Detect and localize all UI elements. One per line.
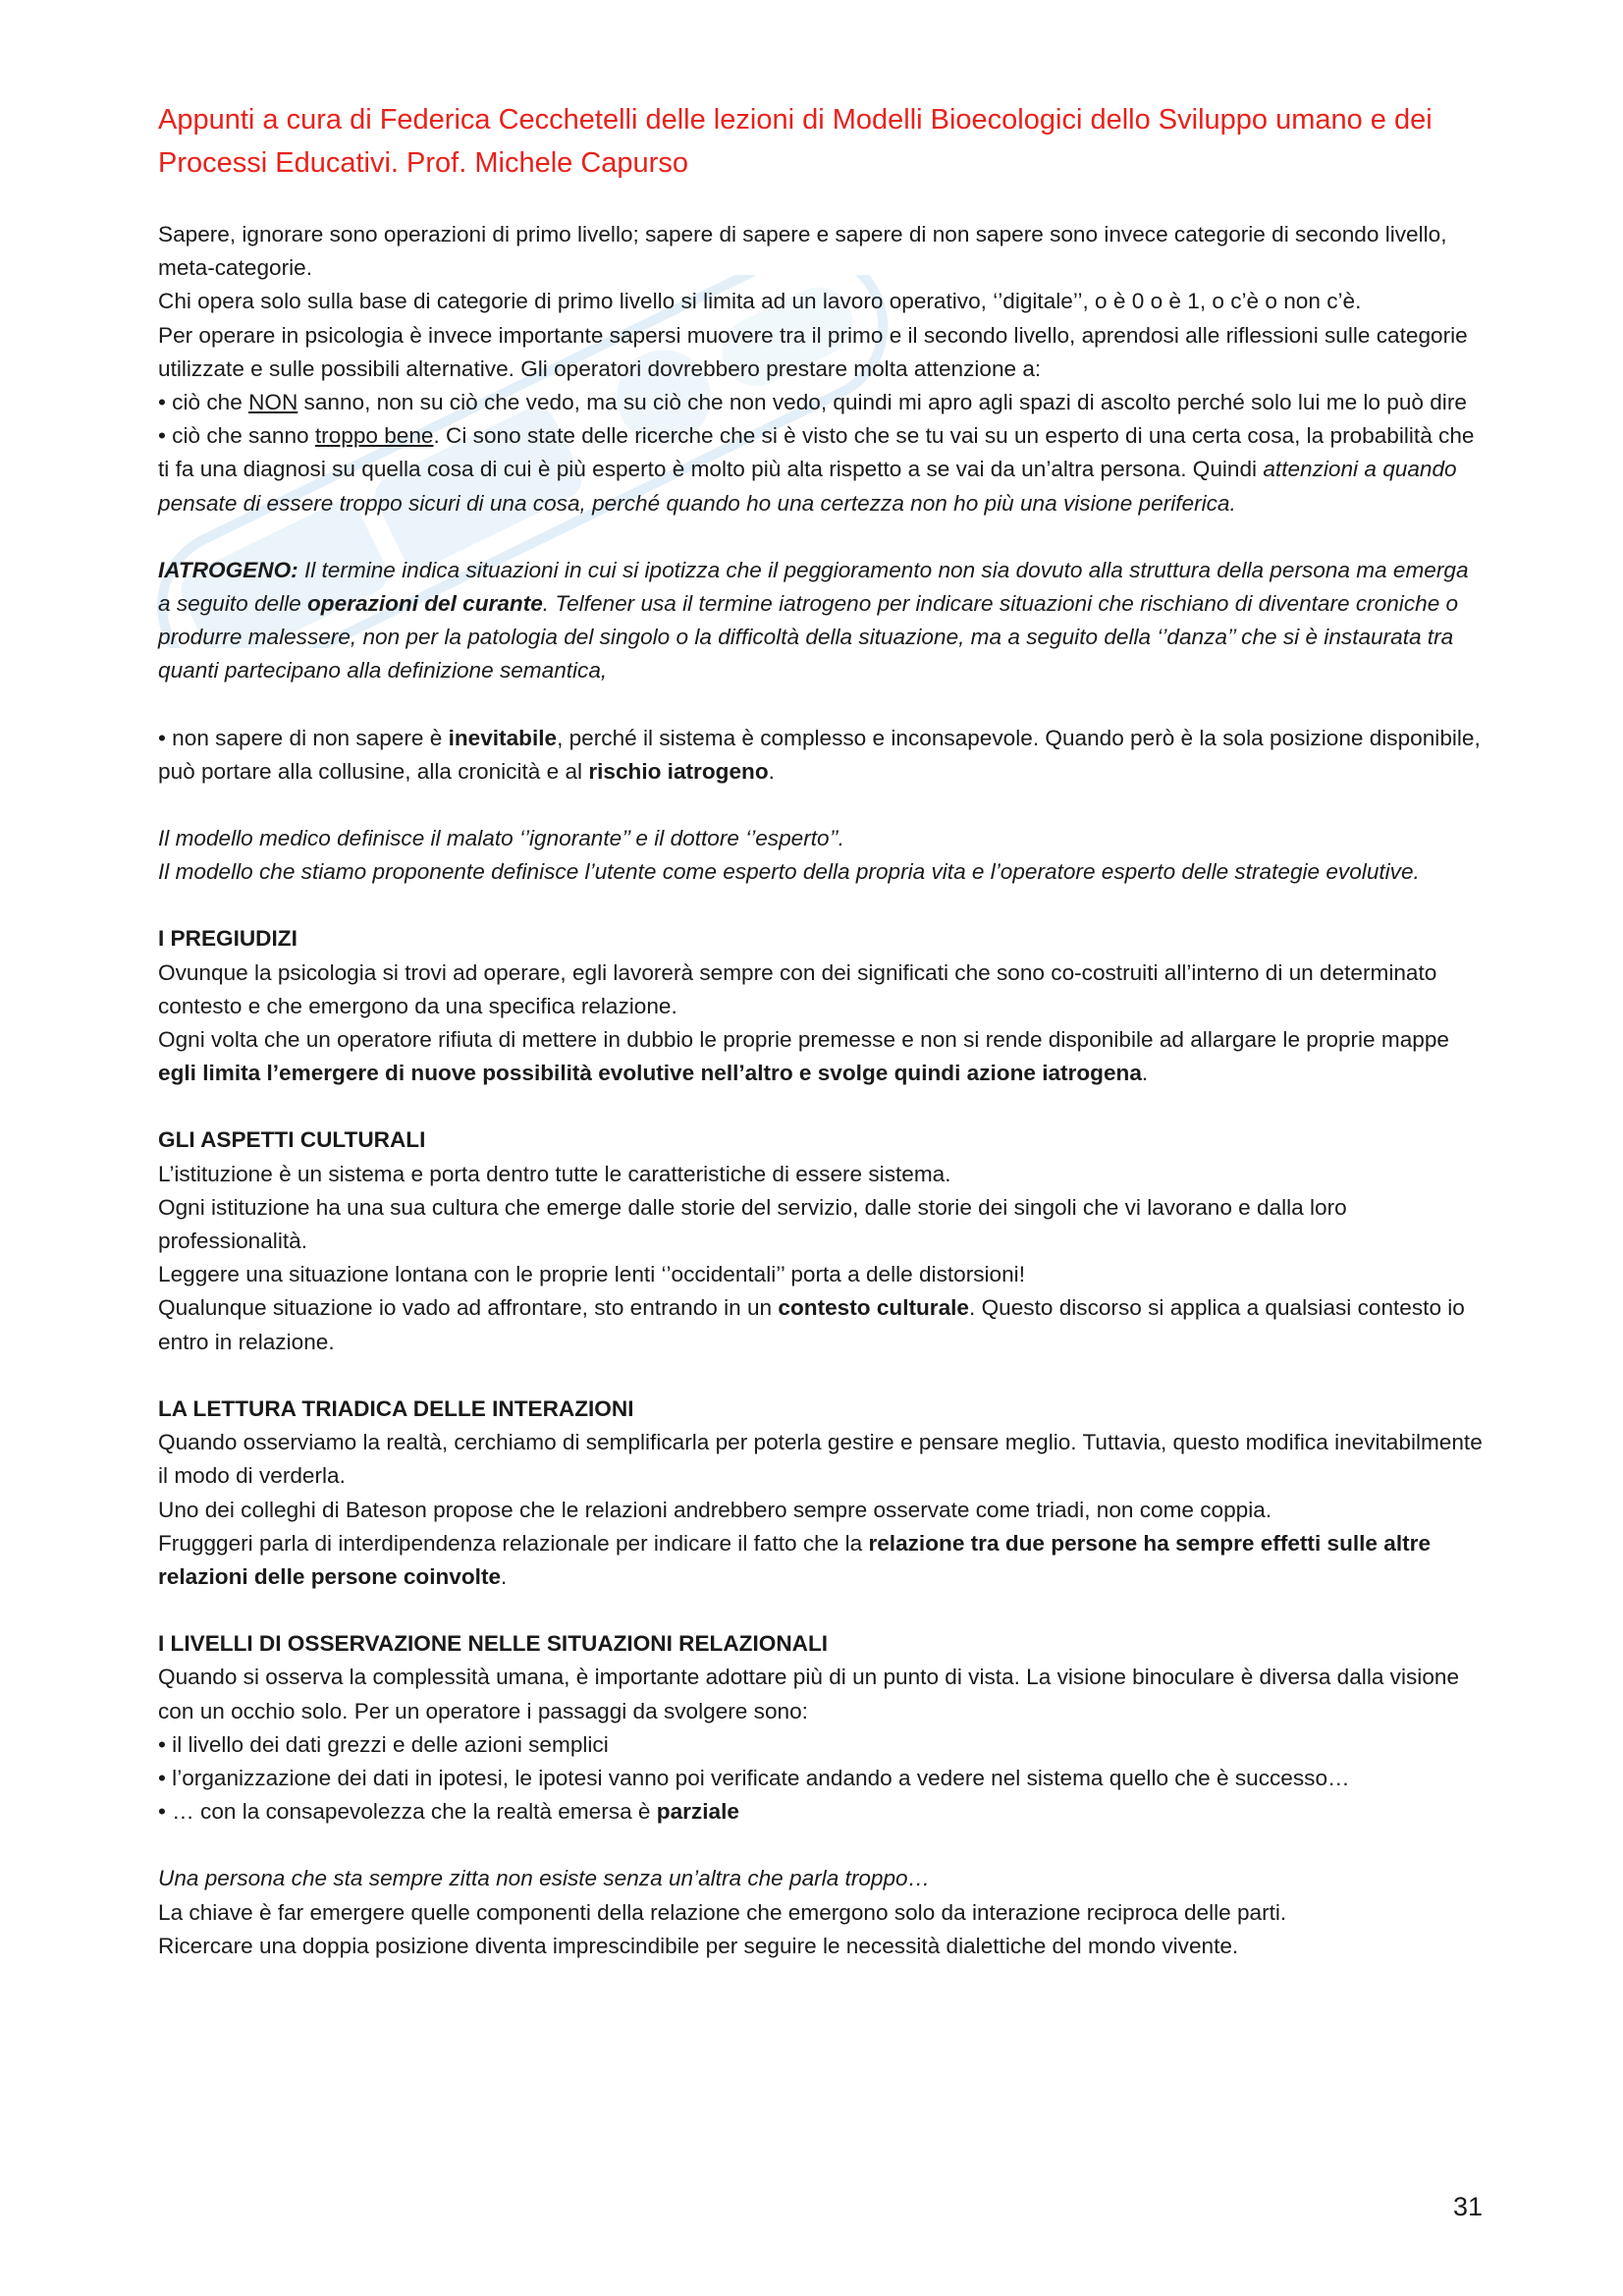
underlined-text: troppo bene [314, 423, 434, 449]
section-heading: GLI ASPETTI CULTURALI [158, 1127, 426, 1153]
page-number: 31 [1453, 2192, 1484, 2221]
underlined-text: NON [248, 390, 298, 415]
section-heading: I PREGIUDIZI [158, 926, 298, 952]
document-body [158, 218, 1484, 1963]
paragraph: Chi opera solo sulla base di categorie di primo livello si limita ad un lavoro operativo, ‘’digitale’’, o è 0 o è 1, o c’è o non c’è. [158, 289, 1362, 314]
paragraph: Frugggeri parla di interdipendenza relazionale per indicare il fatto che la relazione tra due persone ha sempre effetti sulle altre relazioni delle persone coinvolte. [158, 1530, 1432, 1589]
paragraph: Quando si osserva la complessità umana, è importante adottare più di un punto di vista. La visione binoculare è diversa dalla visione con un occhio solo. Per un operatore i passaggi da svolgere sono: [158, 1665, 1460, 1723]
bullet-item: • il livello dei dati grezzi e delle azioni semplici [158, 1731, 609, 1757]
italic-paragraph: Una persona che sta sempre zitta non esiste senza un’altra che parla troppo… [158, 1866, 931, 1891]
paragraph: La chiave è far emergere quelle componenti della relazione che emergono solo da interazione reciproca delle parti. [158, 1899, 1287, 1925]
iatrogeno-definition: IATROGENO: Il termine indica situazioni in cui si ipotizza che il peggioramento non sia dovuto alla struttura della persona ma emerga a seguito delle operazioni del curante. Telfener usa il termine iatrogeno per indicare situazioni che rischiano di diventare croniche o produrre malessere, non per la patologia del singolo o la difficoltà della situazione, ma a seguito della ‘’danza’’ che si è instaurata tra quanti partecipano alla definizione semantica, [158, 557, 1469, 683]
paragraph: L’istituzione è un sistema e porta dentro tutte le caratteristiche di essere sistema. [158, 1161, 951, 1186]
bullet-item: • non sapere di non sapere è inevitabile, perché il sistema è complesso e inconsapevole. Quando però è la sola posizione disponibile, può portare alla collusine, alla cronicità e al rischio iatrogeno. [158, 725, 1481, 784]
paragraph: Uno dei colleghi di Bateson propose che le relazioni andrebbero sempre osservate come triadi, non come coppia. [158, 1497, 1272, 1522]
italic-paragraph: Il modello medico definisce il malato ‘’ignorante’’ e il dottore ‘’esperto’’. [158, 826, 845, 851]
paragraph: Ricercare una doppia posizione diventa imprescindibile per seguire le necessità dialettiche del mondo vivente. [158, 1933, 1239, 1958]
paragraph: Sapere, ignorare sono operazioni di primo livello; sapere di sapere e sapere di non sapere sono invece categorie di secondo livello, meta-categorie. [158, 222, 1447, 281]
term-label: IATROGENO: [158, 557, 298, 582]
paragraph: Qualunque situazione io vado ad affrontare, sto entrando in un contesto culturale. Questo discorso si applica a qualsiasi contesto io entro in relazione. [158, 1295, 1465, 1354]
italic-paragraph: Il modello che stiamo proponente definisce l’utente come esperto della propria vita e l’operatore esperto delle strategie evolutive. [158, 859, 1420, 885]
paragraph: Ovunque la psicologia si trovi ad operare, egli lavorerà sempre con dei significati che sono co-costruiti all’interno di un determinato contesto e che emergono da una specifica relazione. [158, 959, 1437, 1018]
paragraph: Leggere una situazione lontana con le proprie lenti ‘’occidentali’’ porta a delle distorsioni! [158, 1262, 1025, 1287]
bullet-item: • ciò che NON sanno, non su ciò che vedo, ma su ciò che non vedo, quindi mi apro agli spazi di ascolto perché solo lui me lo può dire [158, 390, 1467, 415]
bullet-item: • l’organizzazione dei dati in ipotesi, le ipotesi vanno poi verificate andando a vedere nel sistema quello che è successo… [158, 1765, 1350, 1790]
paragraph: Ogni volta che un operatore rifiuta di mettere in dubbio le proprie premesse e non si rende disponibile ad allargare le proprie mappe egli limita l’emergere di nuove possibilità evolutive nell’altro e svolge quindi azione iatrogena. [158, 1027, 1449, 1086]
paragraph: Per operare in psicologia è invece importante sapersi muovere tra il primo e il secondo livello, aprendosi alle riflessioni sulle categorie utilizzate e sulle possibili alternative. Gli operatori dovrebbero prestare molta attenzione a: [158, 322, 1468, 381]
bullet-item: • … con la consapevolezza che la realtà emersa è parziale [158, 1799, 739, 1825]
section-heading: I LIVELLI DI OSSERVAZIONE NELLE SITUAZIONI RELAZIONALI [158, 1631, 829, 1657]
italic-text: attenzioni a quando pensate di essere troppo sicuri di una cosa, perché quando ho una certezza non ho più una visione periferica. [158, 457, 1457, 516]
paragraph: Quando osserviamo la realtà, cerchiamo di semplificarla per poterla gestire e pensare meglio. Tuttavia, questo modifica inevitabilmente il modo di verderla. [158, 1430, 1483, 1489]
bullet-item: • ciò che sanno troppo bene. Ci sono state delle ricerche che si è visto che se tu vai su un esperto di una certa cosa, la probabilità che ti fa una diagnosi su quella cosa di cui è più esperto è molto più alta rispetto a se vai da un’altra persona. Quindi attenzioni a quando pensate di essere troppo sicuri di una cosa, perché quando ho una certezza non ho più una visione periferica. [158, 423, 1475, 516]
section-heading: LA LETTURA TRIADICA DELLE INTERAZIONI [158, 1395, 634, 1421]
paragraph: Ogni istituzione ha una sua cultura che emerge dalle storie del servizio, dalle storie dei singoli che vi lavorano e dalla loro professionalità. [158, 1194, 1347, 1254]
document-header: Appunti a cura di Federica Cecchetelli delle lezioni di Modelli Bioecologici dello Sviluppo umano e dei Processi Educativi. Prof. Michele Capurso [158, 104, 1433, 179]
